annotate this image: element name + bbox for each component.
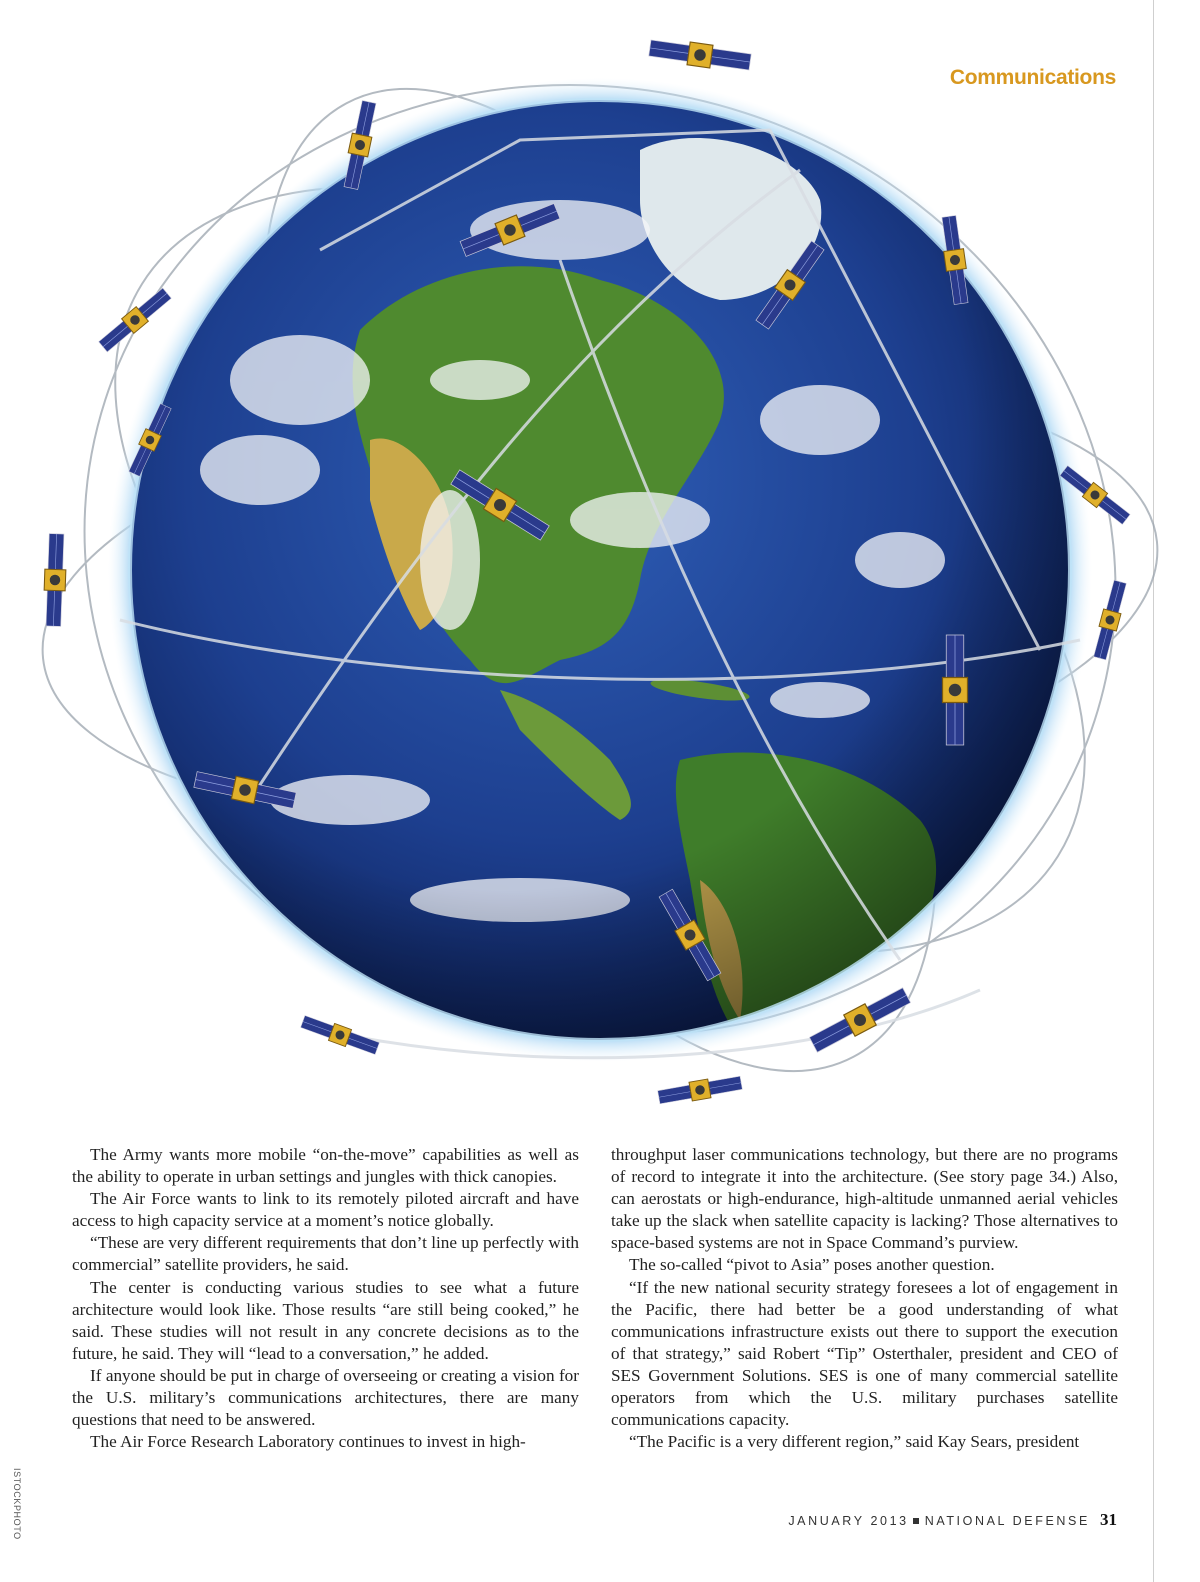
paragraph: The Army wants more mobile “on-the-move” capabilities as well as the ability to operate in urban settings and jungles with thick canopies.	[72, 1145, 579, 1187]
article-left-column	[72, 1144, 579, 1453]
paragraph: The so-called “pivot to Asia” poses another question.	[629, 1255, 995, 1275]
photo-credit: ISTOCKPHOTO	[12, 1468, 22, 1540]
paragraph: “The Pacific is a very different region,” said Kay Sears, president	[629, 1432, 1080, 1452]
paragraph: The Air Force wants to link to its remotely piloted aircraft and have access to high capacity service at a moment’s notice globally.	[72, 1189, 579, 1231]
paragraph: If anyone should be put in charge of overseeing or creating a vision for the U.S. military’s communications architectures, there are many questions that need to be answered.	[72, 1365, 579, 1430]
section-title: Communications	[949, 66, 1116, 89]
footer-bullet	[913, 1518, 919, 1524]
issue-date: JANUARY 2013	[788, 1514, 909, 1528]
page-footer	[788, 1510, 1117, 1530]
paragraph: The center is conducting various studies to see what a future architecture would look like. Those results “are still being cooked,” he said. These studies will not result in any concrete decisions as to the future, he said. They will “lead to a conversation,” he added.	[72, 1277, 579, 1363]
paragraph: “These are very different requirements that don’t line up perfectly with commercial” satellite providers, he said.	[72, 1233, 579, 1275]
paragraph: The Air Force Research Laboratory continues to invest in high-	[90, 1432, 526, 1452]
paragraph: “If the new national security strategy foresees a lot of engagement in the Pacific, there had better be a good understanding of what communications infrastructure exists out there to support the execution of that strategy,” said Robert “Tip” Osterthaler, president and CEO of SES Government Solutions. SES is one of many commercial satellite operators from which the U.S. military purchases satellite communications capacity.	[611, 1277, 1118, 1430]
publication-name: NATIONAL DEFENSE	[924, 1514, 1090, 1528]
article-right-column	[611, 1144, 1118, 1453]
paragraph: throughput laser communications technology, but there are no programs of record to integrate it into the architecture. (See story page 34.) Also, can aerostats or high-endurance, high-altitude unmanned aerial vehicles take up the slack when satellite capacity is lacking? Those alternatives to space-based systems are not in Space Command’s purview.	[611, 1145, 1118, 1253]
page-number: 31	[1100, 1510, 1117, 1529]
